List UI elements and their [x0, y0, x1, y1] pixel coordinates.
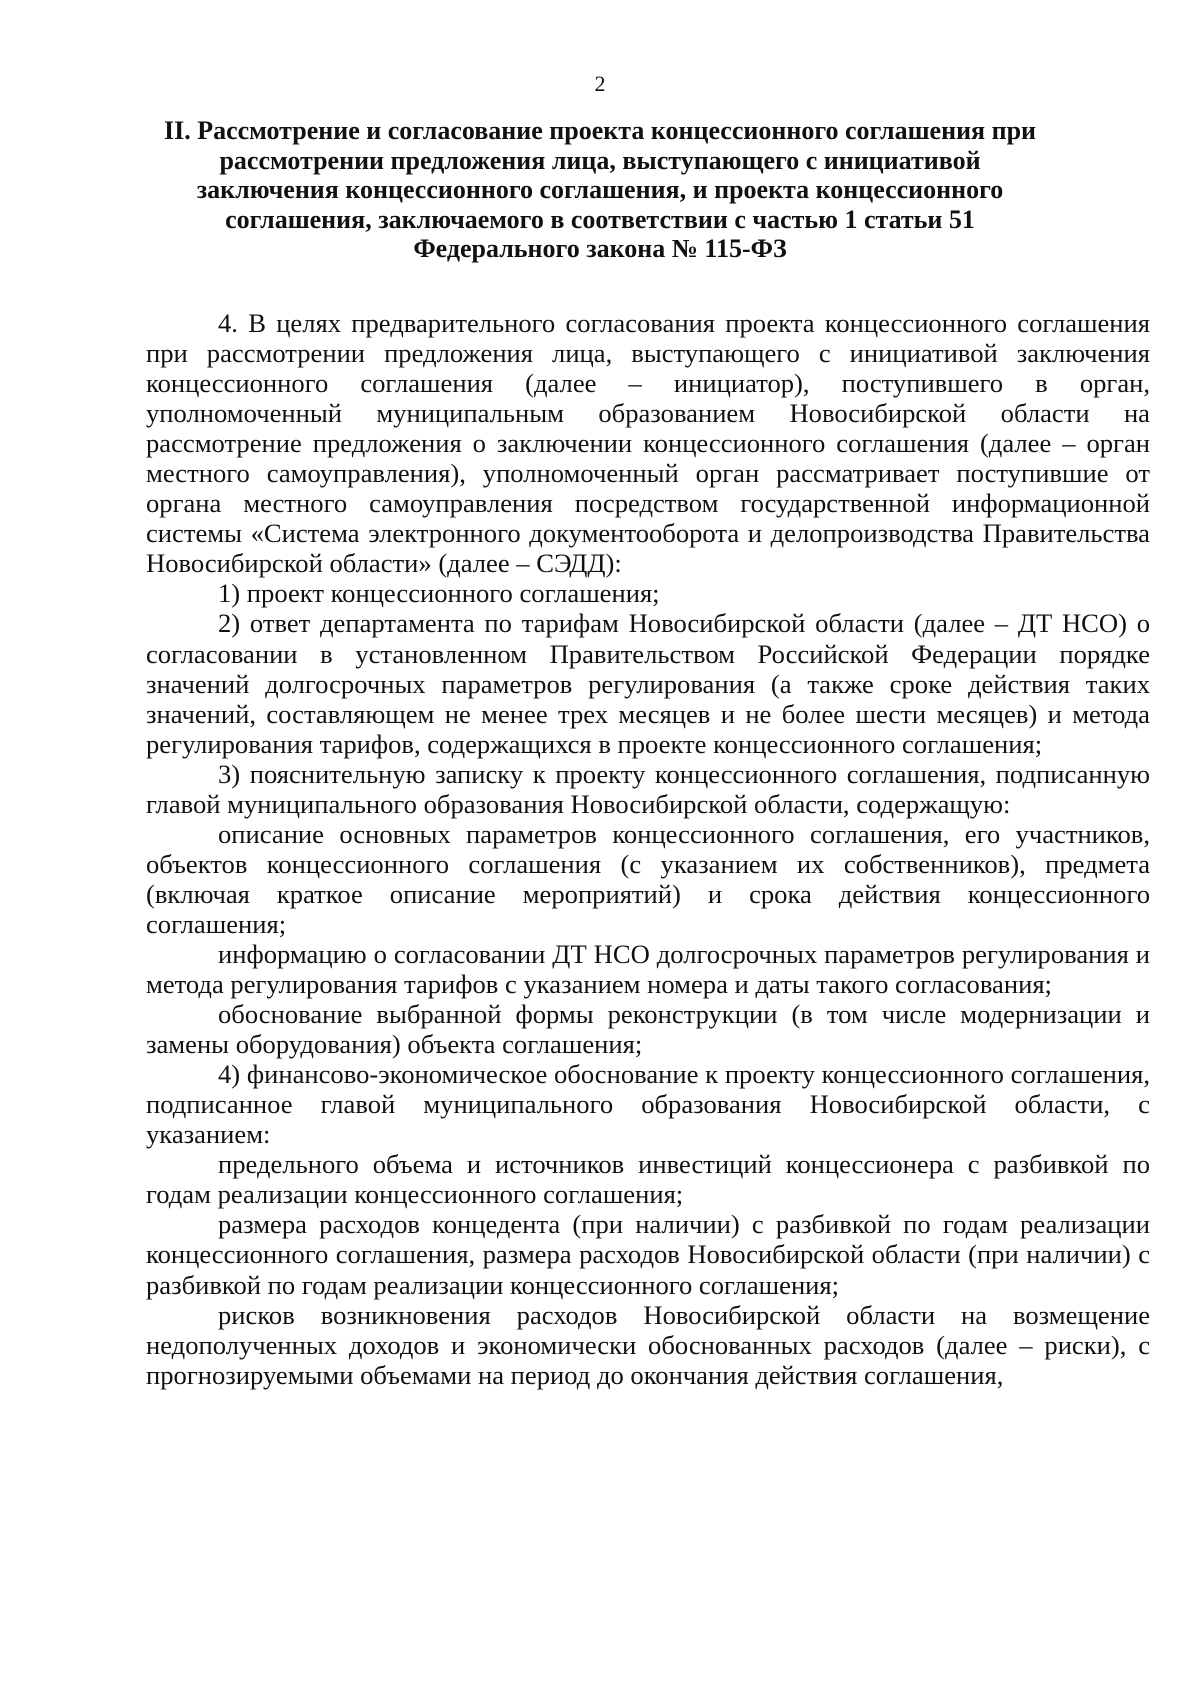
- paragraph: обоснование выбранной формы реконструкции (в том числе модернизации и замены оборудования) объекта соглашения;: [146, 999, 1150, 1060]
- list-item: 4) финансово-экономическое обоснование к проекту концессионного соглашения, подписанное главой муниципального образования Новосибирской области, с указанием:: [146, 1059, 1150, 1150]
- paragraph: 4. В целях предварительного согласования проекта концессионного соглашения при рассмотрении предложения лица, выступающего с инициативой заключения концессионного соглашения (далее – инициатор), поступившего в орган, уполномоченный муниципальным образованием Новосибирской области на рассмотрение предложения о заключении концессионного соглашения (далее – орган местного самоуправления), уполномоченный орган рассматривает поступившие от органа местного самоуправления посредством государственной информационной системы «Система электронного документооборота и делопроизводства Правительства Новосибирской области» (далее – СЭДД):: [146, 308, 1150, 579]
- page-number: 2: [594, 71, 606, 96]
- paragraph: описание основных параметров концессионного соглашения, его участников, объектов концессионного соглашения (с указанием их собственников), предмета (включая краткое описание мероприятий) и срока действия концессионного соглашения;: [146, 818, 1150, 939]
- paragraph: размера расходов концедента (при наличии) с разбивкой по годам реализации концессионного соглашения, размера расходов Новосибирской области (при наличии) с разбивкой по годам реализации концессионного соглашения;: [146, 1209, 1150, 1300]
- list-item: 3) пояснительную записку к проекту концессионного соглашения, подписанную главой муниципального образования Новосибирской области, содержащую:: [146, 758, 1150, 819]
- list-item: 2) ответ департамента по тарифам Новосибирской области (далее – ДТ НСО) о согласовании в установленном Правительством Российской Федерации порядке значений долгосрочных параметров регулирования (а также сроке действия таких значений, составляющем не менее трех месяцев и не более шести месяцев) и метода регулирования тарифов, содержащихся в проекте концессионного соглашения;: [146, 608, 1150, 759]
- document-body: [146, 308, 1150, 1390]
- paragraph: рисков возникновения расходов Новосибирской области на возмещение недополученных доходов и экономически обоснованных расходов (далее – риски), с прогнозируемыми объемами на период до окончания действия соглашения,: [146, 1299, 1150, 1390]
- list-item: 1) проект концессионного соглашения;: [218, 578, 660, 609]
- paragraph: информацию о согласовании ДТ НСО долгосрочных параметров регулирования и метода регулирования тарифов с указанием номера и даты такого согласования;: [146, 938, 1150, 1000]
- section-title: II. Рассмотрение и согласование проекта концессионного соглашения при рассмотрении предложения лица, выступающего с инициативой заключения концессионного соглашения, и проекта концессионного соглашения, заключаемого в соответствии с частью 1 статьи 51 Федерального закона № 115-ФЗ: [163, 116, 1037, 264]
- paragraph: предельного объема и источников инвестиций концессионера с разбивкой по годам реализации концессионного соглашения;: [146, 1149, 1150, 1210]
